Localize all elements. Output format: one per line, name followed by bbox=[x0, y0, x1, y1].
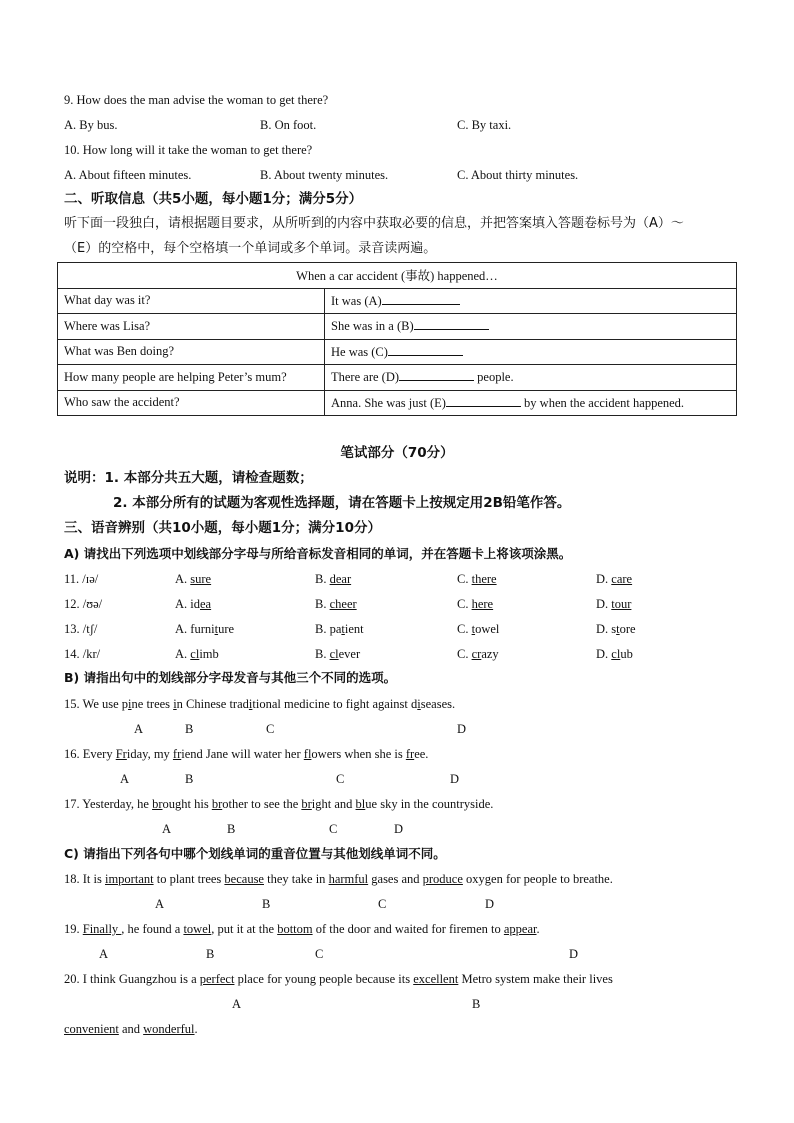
question-11-option-a: A. sure bbox=[175, 572, 212, 586]
q20-label-a: A bbox=[232, 997, 242, 1011]
q15-label-c: C bbox=[266, 722, 275, 736]
info-table-header: When a car accident (事故) happened… bbox=[58, 263, 737, 289]
table-question-cell: What day was it? bbox=[58, 288, 325, 314]
question-13-option-a: A. furniture bbox=[175, 622, 235, 636]
question-14-option-d: D. club bbox=[596, 647, 633, 661]
answer-prefix: He was (C) bbox=[331, 344, 388, 359]
q15-label-b: B bbox=[185, 722, 194, 736]
question-10-option-a: A. About fifteen minutes. bbox=[64, 168, 192, 182]
question-14-option-b: B. clever bbox=[315, 647, 361, 661]
table-answer-cell bbox=[325, 365, 737, 391]
q17-label-a: A bbox=[162, 822, 172, 836]
question-14-option-a: A. climb bbox=[175, 647, 219, 661]
table-row bbox=[58, 390, 737, 416]
q16-label-b: B bbox=[185, 772, 194, 786]
question-19-sentence: 19. Finally , he found a towel, put it at the bottom of the door and waited for firemen to appear. bbox=[64, 922, 540, 936]
q19-label-d: D bbox=[569, 947, 579, 961]
table-row bbox=[58, 365, 737, 391]
q16-label-d: D bbox=[450, 772, 460, 786]
question-13-option-c: C. towel bbox=[457, 622, 500, 636]
answer-blank-a[interactable] bbox=[382, 293, 460, 305]
question-14-option-c: C. crazy bbox=[457, 647, 499, 661]
part-a-instruction: A) 请找出下列选项中划线部分字母与所给音标发音相同的单词，并在答题卡上将该项涂黑。 bbox=[64, 546, 572, 561]
question-11-option-d: D. care bbox=[596, 572, 633, 586]
question-10-option-c: C. About thirty minutes. bbox=[457, 168, 579, 182]
answer-prefix: Anna. She was just (E) bbox=[331, 395, 446, 410]
part-b-instruction: B) 请指出句中的划线部分字母发音与其他三个不同的选项。 bbox=[64, 670, 397, 685]
part-c-instruction: C) 请指出下列各句中哪个划线单词的重音位置与其他划线单词不同。 bbox=[64, 846, 446, 861]
q18-label-d: D bbox=[485, 897, 495, 911]
question-9-option-a: A. By bus. bbox=[64, 118, 118, 132]
question-12-option-b: B. cheer bbox=[315, 597, 357, 611]
q18-label-a: A bbox=[155, 897, 165, 911]
q17-label-c: C bbox=[329, 822, 338, 836]
question-13-option-b: B. patient bbox=[315, 622, 364, 636]
q17-label-b: B bbox=[227, 822, 236, 836]
q20-label-b: B bbox=[472, 997, 481, 1011]
answer-blank-b[interactable] bbox=[414, 318, 489, 330]
table-answer-cell bbox=[325, 314, 737, 340]
question-10-stem: 10. How long will it take the woman to get there? bbox=[64, 143, 313, 157]
question-20-sentence-line-2: convenient and wonderful. bbox=[64, 1022, 198, 1036]
section-2-instruction-line-1: 听下面一段独白，请根据题目要求，从所听到的内容中获取必要的信息，并把答案填入答题卷标号为（A）～ bbox=[64, 216, 684, 231]
question-11-option-b: B. dear bbox=[315, 572, 352, 586]
question-13-option-d: D. store bbox=[596, 622, 636, 636]
written-note-2: 2. 本部分所有的试题为客观性选择题，请在答题卡上按规定用2B铅笔作答。 bbox=[113, 495, 571, 511]
written-note-1: 说明：1. 本部分共五大题，请检查题数； bbox=[64, 470, 313, 486]
question-13-number: 13. /tʃ/ bbox=[64, 622, 98, 636]
table-question-cell: Where was Lisa? bbox=[58, 314, 325, 340]
question-17-sentence: 17. Yesterday, he brought his brother to see the bright and blue sky in the countryside. bbox=[64, 797, 494, 811]
written-part-title: 笔试部分（70分） bbox=[340, 445, 454, 461]
q16-label-a: A bbox=[120, 772, 130, 786]
question-9-option-b: B. On foot. bbox=[260, 118, 317, 132]
question-10-option-b: B. About twenty minutes. bbox=[260, 168, 389, 182]
answer-prefix: She was in a (B) bbox=[331, 319, 414, 334]
answer-suffix: people. bbox=[474, 370, 514, 385]
info-table bbox=[57, 262, 737, 416]
q15-label-a: A bbox=[134, 722, 144, 736]
table-question-cell: What was Ben doing? bbox=[58, 339, 325, 365]
question-11-number: 11. /ɪə/ bbox=[64, 572, 99, 586]
answer-blank-e[interactable] bbox=[446, 395, 521, 407]
question-12-option-a: A. idea bbox=[175, 597, 212, 611]
section-2-instruction-line-2: （E）的空格中，每个空格填一个单词或多个单词。录音读两遍。 bbox=[64, 241, 437, 256]
table-row bbox=[58, 314, 737, 340]
q17-label-d: D bbox=[394, 822, 404, 836]
answer-suffix: by when the accident happened. bbox=[520, 395, 685, 410]
q18-label-b: B bbox=[262, 897, 271, 911]
q19-label-c: C bbox=[315, 947, 324, 961]
table-question-cell: How many people are helping Peter’s mum? bbox=[58, 365, 325, 391]
question-12-option-d: D. tour bbox=[596, 597, 632, 611]
question-18-sentence: 18. It is important to plant trees because they take in harmful gases and produce oxygen for people to breathe. bbox=[64, 872, 613, 886]
table-row bbox=[58, 339, 737, 365]
answer-prefix: It was (A) bbox=[331, 293, 382, 308]
q19-label-b: B bbox=[206, 947, 215, 961]
question-11-option-c: C. there bbox=[457, 572, 497, 586]
answer-blank-d[interactable] bbox=[399, 369, 474, 381]
table-question-cell: Who saw the accident? bbox=[58, 390, 325, 416]
table-row bbox=[58, 288, 737, 314]
q15-label-d: D bbox=[457, 722, 467, 736]
question-9-stem: 9. How does the man advise the woman to get there? bbox=[64, 93, 329, 107]
section-2-title: 二、听取信息（共5小题，每小题1分；满分5分） bbox=[64, 191, 363, 207]
table-answer-cell bbox=[325, 390, 737, 416]
question-15-sentence: 15. We use pine trees in Chinese traditional medicine to fight against diseases. bbox=[64, 697, 456, 711]
answer-prefix: There are (D) bbox=[331, 370, 400, 385]
question-12-option-c: C. here bbox=[457, 597, 494, 611]
answer-blank-c[interactable] bbox=[388, 344, 463, 356]
q19-label-a: A bbox=[99, 947, 109, 961]
q16-label-c: C bbox=[336, 772, 345, 786]
section-3-title: 三、语音辨别（共10小题，每小题1分；满分10分） bbox=[64, 520, 381, 536]
question-9-option-c: C. By taxi. bbox=[457, 118, 512, 132]
question-16-sentence: 16. Every Friday, my friend Jane will water her flowers when she is free. bbox=[64, 747, 429, 761]
question-20-sentence-line-1: 20. I think Guangzhou is a perfect place for young people because its excellent Metro system make their lives bbox=[64, 972, 613, 986]
question-14-number: 14. /kr/ bbox=[64, 647, 101, 661]
q18-label-c: C bbox=[378, 897, 387, 911]
question-12-number: 12. /ʊə/ bbox=[64, 597, 103, 611]
table-answer-cell bbox=[325, 288, 737, 314]
table-answer-cell bbox=[325, 339, 737, 365]
